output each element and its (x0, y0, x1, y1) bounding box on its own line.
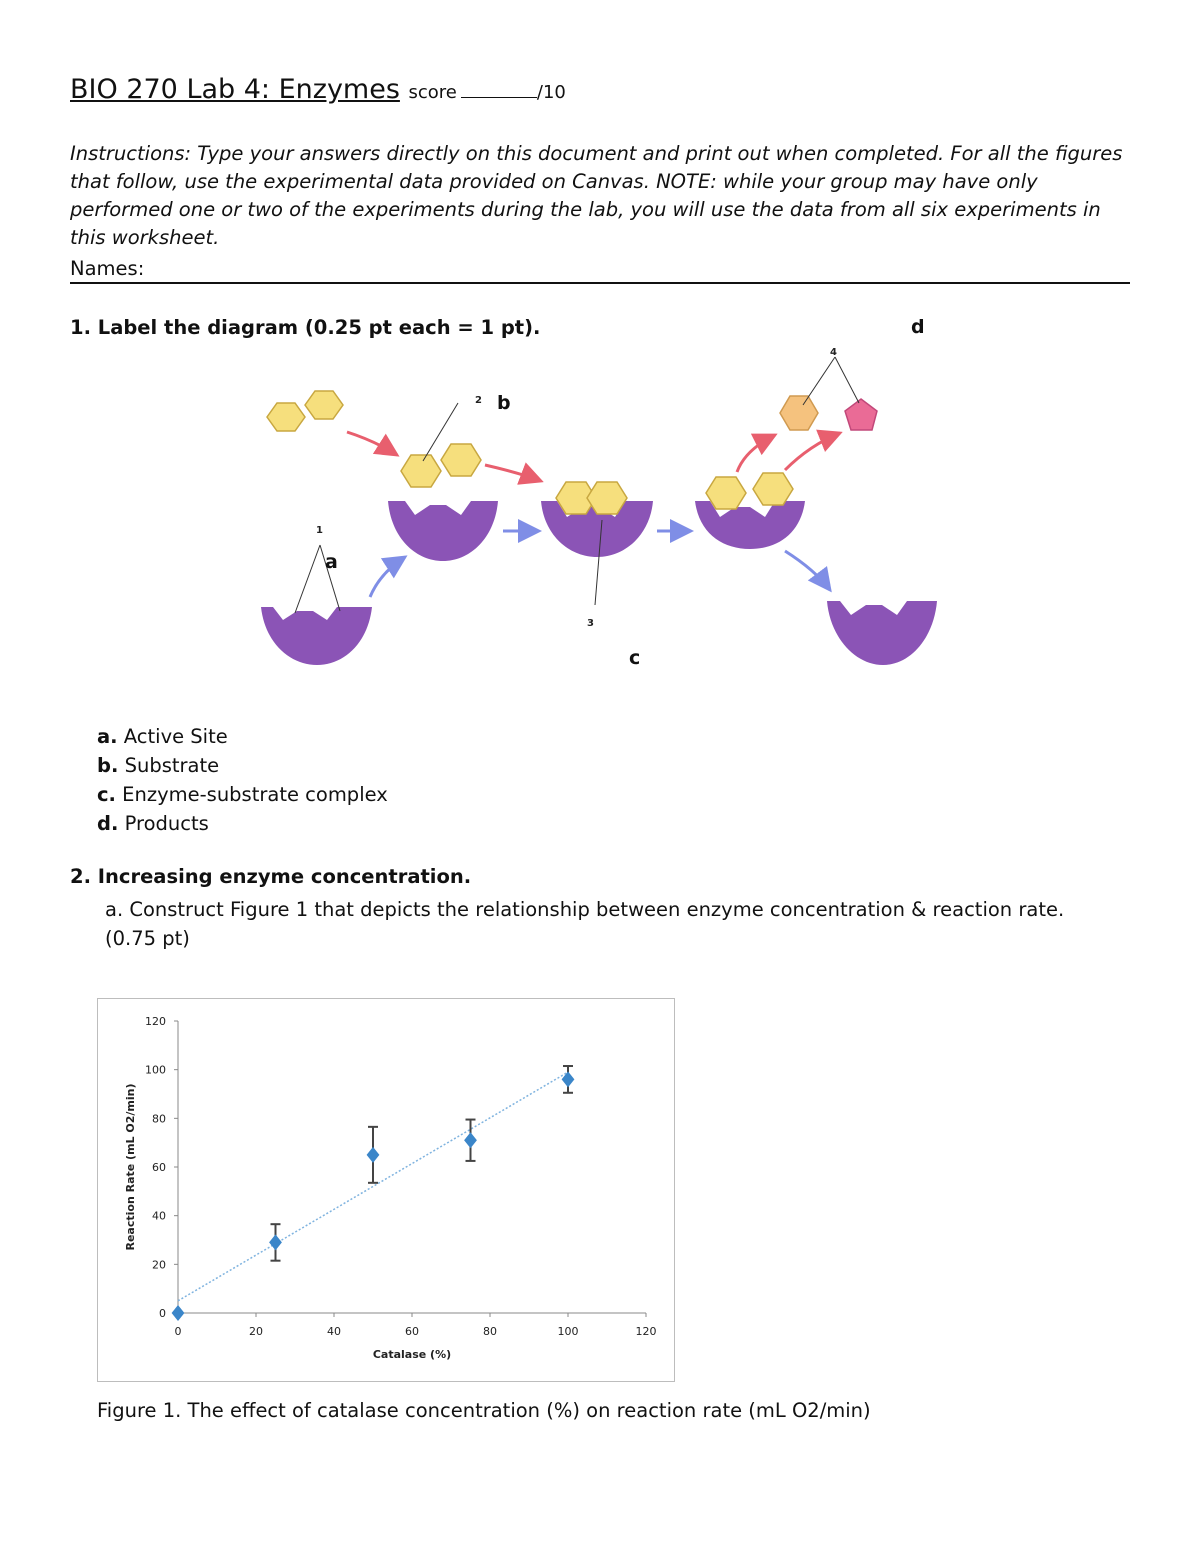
diagram-number-2: 2 (475, 395, 482, 406)
y-tick-label: 20 (152, 1258, 166, 1272)
diagram-number-1: 1 (316, 525, 323, 536)
arrow-red-4 (785, 433, 840, 470)
product-pink (845, 399, 877, 430)
answer-d: d. Products (97, 812, 209, 835)
diagram-letter-a: a (325, 551, 338, 573)
y-tick-label: 120 (145, 1015, 166, 1028)
question-1-heading: 1. Label the diagram (0.25 pt each = 1 pt). (70, 316, 541, 339)
enzyme-4 (695, 501, 805, 549)
score-out-of: /10 (536, 82, 566, 103)
arrow-red-3 (737, 435, 775, 472)
product-orange (780, 396, 818, 430)
data-point (367, 1147, 380, 1163)
x-tick-label: 0 (174, 1325, 182, 1338)
data-point (464, 1132, 477, 1148)
instructions-text: Instructions: Type your answers directly on this document and print out when completed. For all the figures that follow, use the experimental data provided on Canvas. NOTE: while your group may have only performed one or two of the experiments during the lab, you will use the data from all six experiments in this worksheet. (70, 142, 1123, 249)
answer-b: b. Substrate (97, 754, 220, 777)
data-point (172, 1305, 185, 1321)
diagram-letter-c: c (629, 647, 641, 669)
enzyme-1 (261, 607, 372, 665)
y-tick-label: 60 (152, 1161, 166, 1174)
arrow-blue-4 (785, 551, 830, 590)
answer-c: c. Enzyme-substrate complex (97, 783, 388, 806)
x-tick-label: 120 (635, 1325, 657, 1338)
x-tick-label: 80 (483, 1325, 497, 1338)
y-tick-label: 100 (145, 1063, 166, 1077)
figure-1-chart (98, 999, 673, 1380)
score-label: score (408, 82, 457, 103)
question-2a-text: a. Construct Figure 1 that depicts the relationship between enzyme concentration & reaction rate. (0.75 pt) (105, 898, 1065, 950)
arrow-red-1 (347, 432, 397, 455)
x-tick-label: 60 (405, 1325, 419, 1338)
figure-1-caption: Figure 1. The effect of catalase concentration (%) on reaction rate (mL O2/min) (97, 1399, 871, 1422)
names-label: Names: (70, 257, 145, 280)
diagram-number-4: 4 (830, 347, 837, 358)
data-point (269, 1234, 282, 1250)
score-blank (461, 97, 537, 98)
trendline (178, 1072, 568, 1301)
free-substrate (267, 391, 343, 431)
question-2-heading: 2. Increasing enzyme concentration. (70, 865, 472, 888)
arrow-blue-1 (370, 557, 405, 597)
x-tick-label: 20 (249, 1325, 263, 1338)
title-text: BIO 270 Lab 4: Enzymes (70, 74, 400, 105)
x-axis-label: Catalase (%) (372, 1348, 452, 1361)
arrow-red-2 (485, 465, 541, 481)
y-tick-label: 80 (152, 1112, 166, 1126)
data-point (562, 1071, 575, 1087)
approaching-substrate (401, 444, 481, 487)
answer-a: a. Active Site (97, 725, 228, 748)
products-bound (706, 473, 793, 509)
diagram-letter-b: b (497, 392, 511, 414)
y-tick-label: 0 (159, 1307, 166, 1320)
enzyme-5 (827, 601, 937, 665)
y-axis-label: Reaction Rate (mL O2/min) (124, 1083, 137, 1251)
names-divider (70, 282, 1130, 284)
x-tick-label: 40 (327, 1325, 341, 1338)
diagram-answer-list (97, 722, 388, 838)
enzyme-diagram (255, 315, 975, 695)
x-tick-label: 100 (557, 1325, 579, 1338)
diagram-number-3: 3 (587, 618, 594, 629)
figure-1-frame (97, 998, 675, 1382)
y-tick-label: 40 (152, 1209, 166, 1223)
enzyme-2 (388, 501, 498, 561)
worksheet-title (70, 74, 566, 105)
diagram-letter-d: d (911, 316, 925, 338)
